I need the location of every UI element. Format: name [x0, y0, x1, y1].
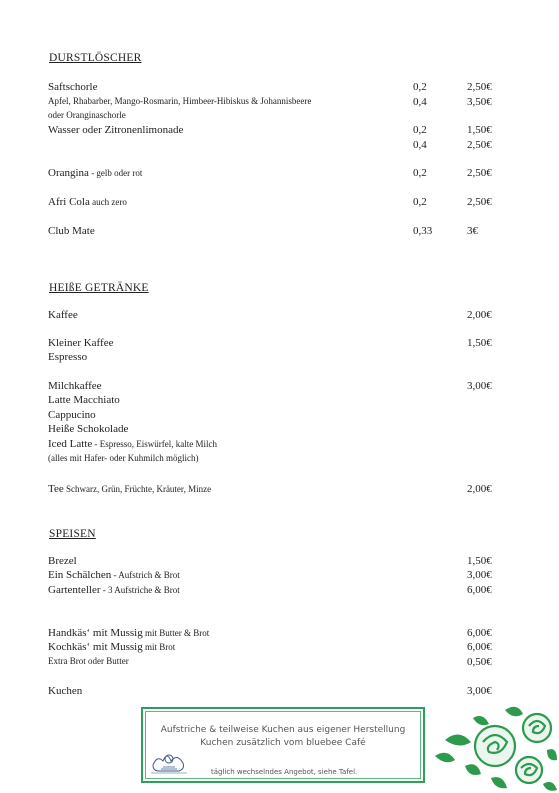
menu-item [48, 309, 508, 323]
item-price: 3,50€ [467, 96, 492, 108]
item-name: Kuchen [48, 685, 83, 697]
item-price: 2,50€ [467, 139, 492, 151]
item-size: 0,4 [413, 96, 427, 108]
item-name: Gartenteller - 3 Aufstriche & Brot [48, 584, 180, 596]
item-name: Ein Schälchen - Aufstrich & Brot [48, 569, 180, 581]
item-name: Espresso [48, 351, 88, 363]
item-name: Cappucino [48, 409, 96, 421]
menu-item [48, 139, 508, 153]
menu-item [48, 167, 508, 181]
item-size: 0,2 [413, 81, 427, 93]
menu-item [48, 96, 508, 110]
menu-item [48, 627, 508, 641]
menu-item [48, 453, 508, 467]
menu-item [48, 110, 508, 124]
menu-item [48, 685, 508, 699]
menu-item [48, 124, 508, 138]
menu-item [48, 569, 508, 583]
item-name: (alles mit Hafer- oder Kuhmilch möglich) [48, 453, 199, 463]
item-price: 6,00€ [467, 641, 492, 653]
item-name: Handkäs‘ mit Mussig mit Butter & Brot [48, 627, 210, 639]
info-box-note: täglich wechselndes Angebot, siehe Tafel. [211, 768, 358, 776]
item-price: 0,50€ [467, 656, 492, 668]
item-price: 6,00€ [467, 584, 492, 596]
item-price: 2,50€ [467, 81, 492, 93]
item-price: 3,00€ [467, 685, 492, 697]
item-price: 2,50€ [467, 196, 492, 208]
menu-item [48, 225, 508, 239]
item-name: Afri Cola auch zero [48, 196, 127, 208]
item-name: Club Mate [48, 225, 95, 237]
menu-item [48, 438, 508, 452]
cafe-logo-icon [149, 745, 189, 777]
item-size: 0,2 [413, 124, 427, 136]
info-box-line: Aufstriche & teilweise Kuchen aus eigener Herstellung [160, 725, 406, 735]
item-price: 1,50€ [467, 555, 492, 567]
menu-item [48, 196, 508, 210]
menu-item [48, 394, 508, 408]
item-size: 0,2 [413, 167, 427, 179]
item-size: 0,2 [413, 196, 427, 208]
item-name: Heiße Schokolade [48, 423, 129, 435]
info-box-line: Kuchen zusätzlich vom bluebee Café [200, 738, 366, 748]
item-price: 6,00€ [467, 627, 492, 639]
menu-item [48, 337, 508, 351]
rose-decoration-icon [425, 698, 559, 793]
item-name: Kochkäs‘ mit Mussig mit Brot [48, 641, 176, 653]
menu-item [48, 641, 508, 655]
item-name: Wasser oder Zitronenlimonade [48, 124, 184, 136]
section-title-drinks: DURSTLÖSCHER [49, 52, 142, 64]
item-size: 0,33 [413, 225, 433, 237]
menu-item [48, 409, 508, 423]
item-name: Saftschorle [48, 81, 98, 93]
item-name: Latte Macchiato [48, 394, 120, 406]
menu-item [48, 656, 508, 670]
info-box [141, 707, 425, 783]
item-price: 1,50€ [467, 124, 492, 136]
item-name: Tee Schwarz, Grün, Früchte, Kräuter, Minze [48, 483, 212, 495]
item-price: 2,50€ [467, 167, 492, 179]
menu-item [48, 483, 508, 497]
item-name: Kaffee [48, 309, 78, 321]
menu-item [48, 380, 508, 394]
item-name: Kleiner Kaffee [48, 337, 114, 349]
item-price: 2,00€ [467, 483, 492, 495]
section-title-food: SPEISEN [49, 528, 96, 540]
item-name: Brezel [48, 555, 77, 567]
item-name: Iced Latte - Espresso, Eiswürfel, kalte Milch [48, 438, 218, 450]
item-price: 3€ [467, 225, 478, 237]
item-size: 0,4 [413, 139, 427, 151]
section-title-hot-drinks: HEIßE GETRÄNKE [49, 282, 149, 294]
item-name: Extra Brot oder Butter [48, 656, 129, 666]
menu-item [48, 423, 508, 437]
item-name: Milchkaffee [48, 380, 102, 392]
menu-item [48, 584, 508, 598]
item-name: Apfel, Rhabarber, Mango-Rosmarin, Himbeer-Hibiskus & Johannisbeere [48, 96, 312, 106]
item-name: Orangina - gelb oder rot [48, 167, 143, 179]
item-price: 1,50€ [467, 337, 492, 349]
menu-item [48, 555, 508, 569]
menu-item [48, 81, 508, 95]
item-price: 3,00€ [467, 380, 492, 392]
item-name: oder Oranginaschorle [48, 110, 126, 120]
menu-item [48, 351, 508, 365]
item-price: 2,00€ [467, 309, 492, 321]
item-price: 3,00€ [467, 569, 492, 581]
